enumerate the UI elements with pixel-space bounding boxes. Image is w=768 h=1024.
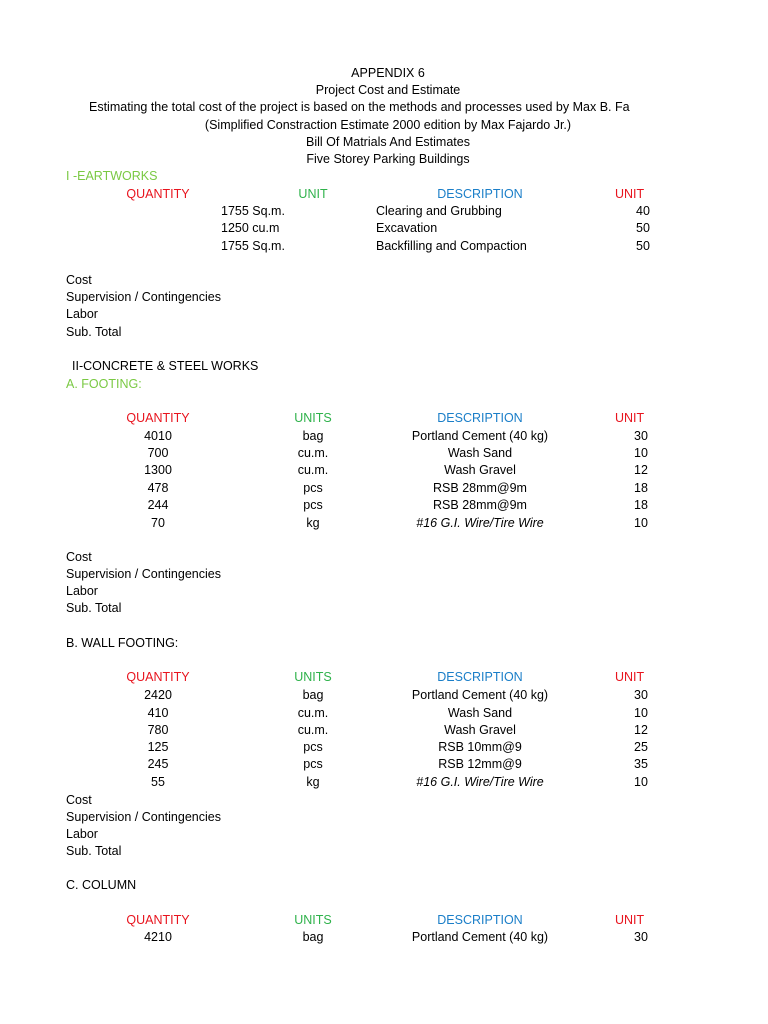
cell-unit-price: 40 bbox=[636, 204, 650, 218]
cell-quantity: 4210 bbox=[144, 930, 172, 944]
cell-quantity: 4010 bbox=[144, 429, 172, 443]
cell-unit: pcs bbox=[303, 498, 323, 512]
cell-description: Portland Cement (40 kg) bbox=[411, 429, 549, 443]
column-header-units: UNITS bbox=[294, 670, 332, 684]
cell-unit-price: 10 bbox=[634, 775, 648, 789]
cell-unit: cu.m. bbox=[297, 463, 329, 477]
column-header-description: DESCRIPTION bbox=[437, 913, 523, 927]
cell-quantity: 2420 bbox=[144, 688, 172, 702]
cell-quantity: 1300 bbox=[144, 463, 172, 477]
column-header-quantity: QUANTITY bbox=[126, 411, 190, 425]
column-header-description: DESCRIPTION bbox=[437, 187, 523, 201]
cell-unit-price: 18 bbox=[634, 498, 648, 512]
appendix-label: APPENDIX 6 bbox=[351, 66, 425, 80]
section-title-concrete: II-CONCRETE & STEEL WORKS bbox=[72, 359, 259, 373]
cell-description: Backfilling and Compaction bbox=[376, 239, 527, 253]
column-header-quantity: QUANTITY bbox=[126, 913, 190, 927]
cell-description: RSB 28mm@9m bbox=[433, 498, 527, 512]
document-title: Project Cost and Estimate bbox=[315, 83, 461, 97]
summary-subtotal: Sub. Total bbox=[66, 601, 122, 615]
cell-unit: bag bbox=[302, 930, 324, 944]
cell-unit-price: 10 bbox=[634, 706, 648, 720]
subsection-title-column: C. COLUMN bbox=[66, 878, 137, 892]
cell-unit-price: 30 bbox=[634, 429, 648, 443]
column-header-description: DESCRIPTION bbox=[437, 411, 523, 425]
summary-cost: Cost bbox=[66, 273, 92, 287]
cell-description: #16 G.I. Wire/Tire Wire bbox=[416, 516, 544, 530]
summary-cost: Cost bbox=[66, 550, 92, 564]
cell-quantity: 1755 Sq.m. bbox=[221, 204, 285, 218]
column-header-units: UNITS bbox=[294, 411, 332, 425]
cell-quantity: 700 bbox=[147, 446, 169, 460]
column-header-description: DESCRIPTION bbox=[437, 670, 523, 684]
cell-unit: kg bbox=[306, 775, 320, 789]
cell-description: Portland Cement (40 kg) bbox=[411, 930, 549, 944]
summary-labor: Labor bbox=[66, 307, 98, 321]
summary-labor: Labor bbox=[66, 584, 98, 598]
cell-description: Portland Cement (40 kg) bbox=[411, 688, 549, 702]
cell-unit-price: 18 bbox=[634, 481, 648, 495]
cell-quantity: 478 bbox=[147, 481, 169, 495]
cell-quantity: 70 bbox=[151, 516, 165, 530]
summary-supervision: Supervision / Contingencies bbox=[66, 810, 221, 824]
cell-description: Excavation bbox=[376, 221, 438, 235]
cell-unit: pcs bbox=[303, 740, 323, 754]
cell-description: Clearing and Grubbing bbox=[376, 204, 502, 218]
cell-unit: bag bbox=[302, 429, 324, 443]
subsection-title-wall-footing: B. WALL FOOTING: bbox=[66, 636, 179, 650]
column-header-units: UNITS bbox=[294, 913, 332, 927]
column-header-unit-price: UNIT bbox=[615, 187, 645, 201]
cell-unit: kg bbox=[306, 516, 320, 530]
summary-supervision: Supervision / Contingencies bbox=[66, 290, 221, 304]
cell-unit-price: 10 bbox=[634, 516, 648, 530]
column-header-quantity: QUANTITY bbox=[126, 670, 190, 684]
summary-subtotal: Sub. Total bbox=[66, 325, 122, 339]
cell-description: Wash Sand bbox=[447, 446, 513, 460]
building-title: Five Storey Parking Buildings bbox=[306, 152, 470, 166]
cell-description: RSB 28mm@9m bbox=[433, 481, 527, 495]
cell-unit: bag bbox=[302, 688, 324, 702]
column-header-quantity: QUANTITY bbox=[126, 187, 190, 201]
cell-description: RSB 12mm@9 bbox=[438, 757, 522, 771]
cell-quantity: 244 bbox=[147, 498, 169, 512]
subsection-title-footing: A. FOOTING: bbox=[66, 377, 142, 391]
cell-quantity: 780 bbox=[147, 723, 169, 737]
cell-unit-price: 25 bbox=[634, 740, 648, 754]
column-header-unit: UNIT bbox=[298, 187, 328, 201]
column-header-unit-price: UNIT bbox=[615, 913, 645, 927]
cell-unit-price: 12 bbox=[634, 723, 648, 737]
bill-title: Bill Of Matrials And Estimates bbox=[306, 135, 470, 149]
intro-text: Estimating the total cost of the project is based on the methods and processes used by Max B. Fa bbox=[89, 100, 630, 114]
cell-description: RSB 10mm@9 bbox=[438, 740, 522, 754]
cell-unit: cu.m. bbox=[297, 723, 329, 737]
cell-quantity: 125 bbox=[147, 740, 169, 754]
cell-unit-price: 50 bbox=[636, 239, 650, 253]
cell-quantity: 55 bbox=[151, 775, 165, 789]
cell-description: Wash Sand bbox=[447, 706, 513, 720]
cell-unit: cu.m. bbox=[297, 706, 329, 720]
reference-text: (Simplified Constraction Estimate 2000 edition by Max Fajardo Jr.) bbox=[204, 118, 572, 132]
cell-quantity: 410 bbox=[147, 706, 169, 720]
column-header-unit-price: UNIT bbox=[615, 411, 645, 425]
cell-unit: cu.m. bbox=[297, 446, 329, 460]
column-header-unit-price: UNIT bbox=[615, 670, 645, 684]
cell-quantity: 245 bbox=[147, 757, 169, 771]
summary-supervision: Supervision / Contingencies bbox=[66, 567, 221, 581]
cell-unit-price: 12 bbox=[634, 463, 648, 477]
section-title-earthworks: I -EARTWORKS bbox=[66, 169, 158, 183]
cell-unit-price: 50 bbox=[636, 221, 650, 235]
cell-unit: pcs bbox=[303, 757, 323, 771]
cell-description: #16 G.I. Wire/Tire Wire bbox=[416, 775, 544, 789]
cell-unit: pcs bbox=[303, 481, 323, 495]
cell-unit-price: 30 bbox=[634, 930, 648, 944]
summary-subtotal: Sub. Total bbox=[66, 844, 122, 858]
cell-unit-price: 30 bbox=[634, 688, 648, 702]
cell-quantity: 1250 cu.m bbox=[221, 221, 280, 235]
summary-labor: Labor bbox=[66, 827, 98, 841]
cell-quantity: 1755 Sq.m. bbox=[221, 239, 285, 253]
cell-unit-price: 10 bbox=[634, 446, 648, 460]
cell-description: Wash Gravel bbox=[444, 463, 516, 477]
cell-unit-price: 35 bbox=[634, 757, 648, 771]
cell-description: Wash Gravel bbox=[444, 723, 516, 737]
summary-cost: Cost bbox=[66, 793, 92, 807]
